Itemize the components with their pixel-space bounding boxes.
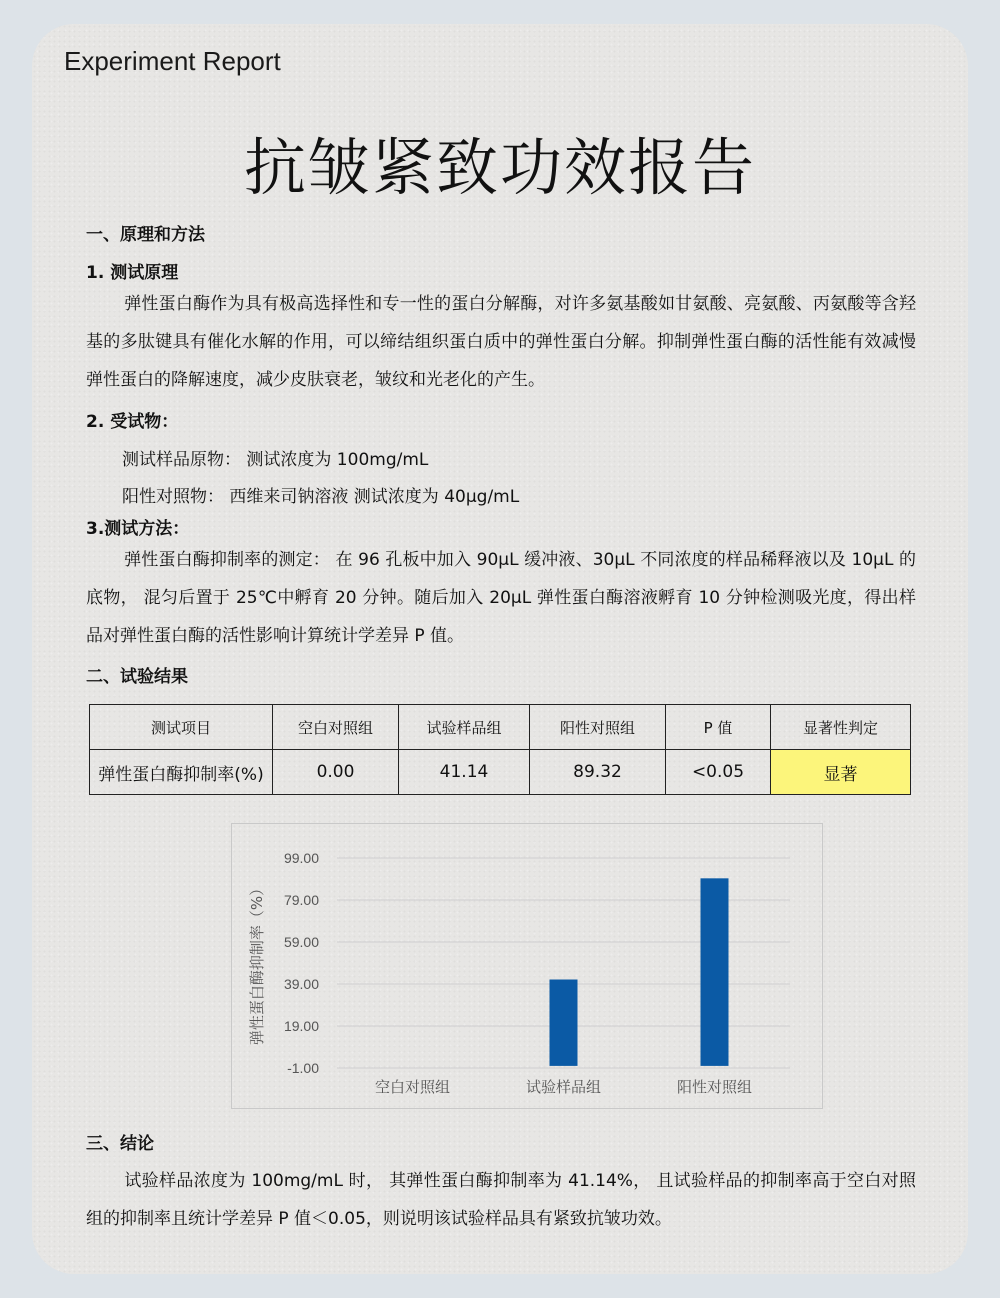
principle-paragraph [86, 285, 916, 399]
conclusion-paragraph [86, 1162, 916, 1238]
table-cell: 41.14 [399, 750, 530, 795]
y-tick-label: 59.00 [283, 934, 319, 950]
chart-bar [701, 878, 729, 1066]
subheading-test-substance: 2. 受试物： [86, 412, 179, 432]
method-paragraph [86, 541, 916, 655]
table-header-cell: 空白对照组 [273, 705, 399, 750]
y-tick-label: 99.00 [283, 850, 319, 866]
significance-cell: 显著 [771, 750, 911, 795]
x-category-label: 阳性对照组 [676, 1078, 753, 1096]
table-header-cell: 试验样品组 [399, 705, 530, 750]
table-header-cell: 显著性判定 [771, 705, 911, 750]
sample-line: 测试样品原物： 测试浓度为 100mg/mL [122, 450, 429, 470]
section-heading-methods: 一、原理和方法 [86, 225, 205, 245]
table-cell: 0.00 [273, 750, 399, 795]
subheading-method: 3.测试方法： [86, 519, 190, 539]
results-table [89, 704, 911, 795]
table-cell: 89.32 [530, 750, 666, 795]
report-title: 抗皱紧致功效报告 [243, 131, 756, 204]
table-cell: <0.05 [666, 750, 771, 795]
control-line: 阳性对照物： 西维来司钠溶液 测试浓度为 40μg/mL [122, 487, 520, 507]
section-heading-conclusion: 三、结论 [86, 1134, 154, 1154]
table-header-row [90, 705, 911, 750]
table-header-cell: P 值 [666, 705, 771, 750]
table-header-cell: 阳性对照组 [530, 705, 666, 750]
bar-chart-svg [232, 824, 824, 1110]
report-eyebrow: Experiment Report [64, 46, 281, 76]
table-row [90, 750, 911, 795]
principle-text: 弹性蛋白酶作为具有极高选择性和专一性的蛋白分解酶，对许多氨基酸如甘氨酸、亮氨酸、丙氨酸等含羟基的多肽键具有催化水解的作用，可以缔结组织蛋白质中的弹性蛋白分解。抑制弹性蛋白酶的活性能有效减慢弹性蛋白的降解速度，减少皮肤衰老，皱纹和光老化的产生。 [86, 294, 916, 390]
y-axis-title: 弹性蛋白酶抑制率（%） [248, 880, 266, 1046]
conclusion-text: 试验样品浓度为 100mg/mL 时， 其弹性蛋白酶抑制率为 41.14%， 且试验样品的抑制率高于空白对照组的抑制率且统计学差异 P 值＜0.05，则说明该试验样品具有紧致抗皱功效。 [86, 1171, 916, 1229]
section-heading-results: 二、试验结果 [86, 667, 188, 687]
method-text: 弹性蛋白酶抑制率的测定： 在 96 孔板中加入 90μL 缓冲液、30μL 不同浓度的样品稀释液以及 10μL 的 底物， 混匀后置于 25℃中孵育 20 分钟。随后加入 20μL 弹性蛋白酶溶液孵育 10 分钟检测吸光度，得出样品对弹性蛋白酶的活性影响计算统计学差异 P 值。 [86, 550, 916, 646]
x-category-label: 空白对照组 [374, 1078, 451, 1096]
table-header-cell: 测试项目 [90, 705, 273, 750]
y-tick-label: -1.00 [287, 1060, 319, 1076]
table-cell: 弹性蛋白酶抑制率(%) [90, 750, 273, 795]
y-tick-label: 39.00 [283, 976, 319, 992]
y-tick-label: 79.00 [283, 892, 319, 908]
bar-chart [231, 823, 823, 1109]
chart-bar [550, 980, 578, 1066]
subheading-principle: 1. 测试原理 [86, 263, 179, 283]
x-category-label: 试验样品组 [525, 1078, 602, 1096]
y-tick-label: 19.00 [283, 1018, 319, 1034]
